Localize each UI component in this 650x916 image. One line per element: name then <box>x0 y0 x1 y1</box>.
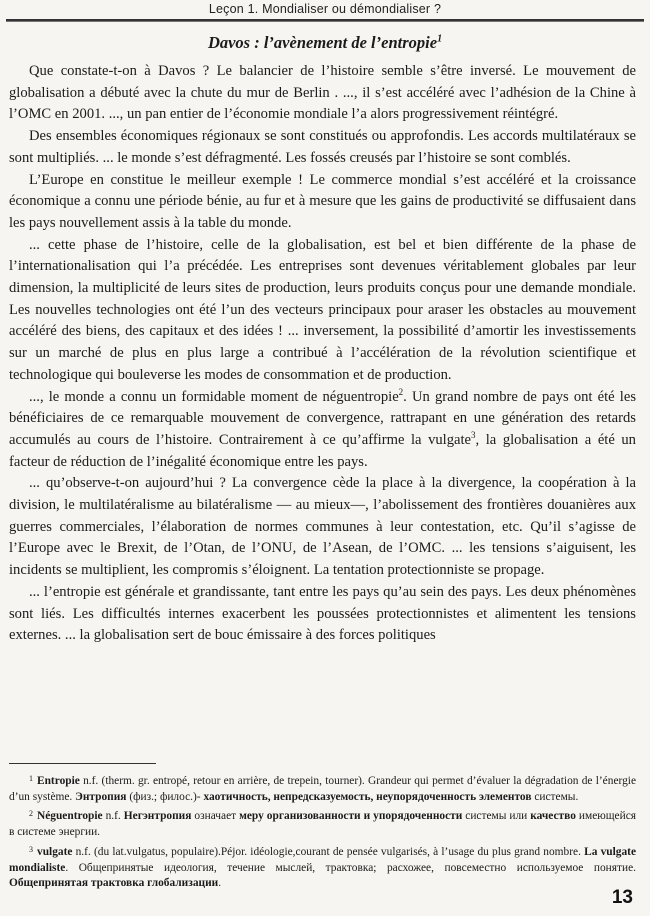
paragraph: ... cette phase de l’histoire, celle de la globalisation, est bel et bien différente de la phase de l’internationalisation qui l’a précédée. Les entreprises sont devenues véritablement globales par leur dimension, la multiplicité de leurs sites de production, leurs produits conçus pour une demande mondiale. Les nouvelles technologies ont été l’un des vecteurs principaux pour araser les obstacles au mouvement accéléré des biens, des capitaux et des idées ! ... inversement, la possibilité d’amortir les investissements sur un marché de plus en plus large a contribué à l’accélération de la révolution scientifique et technologique qui bouleverse les modes de consommation et de production. <box>9 236 636 383</box>
footnote-2: $^2$ Néguentropie n.f. Негэнтропия означает меру организованности и упорядоченности системы или качество имеющейся в системе энергии. <box>9 809 636 839</box>
footnote-ref-2: 2 <box>398 386 404 397</box>
page-number: 13 <box>611 887 633 908</box>
article-title <box>0 33 650 53</box>
footnote-1: $^1$ Entropie n.f. (therm. gr. entropé, retour en arrière, de trepein, tourner). Grandeur qui permet d’évaluer la dégradation de l’énergie d’un système. Энтропия (физ.; филос.)- хаотичность, непредсказуемость, неупорядоченность элементов системы. <box>9 774 636 803</box>
paragraph: ..., le monde a connu un formidable moment de néguentropie$^2$. Un grand nombre de pays ont été les bénéficiaires de ce remarquable mouvement de convergence, rattrapant en une génération des retards accumulés au cours de l’histoire. Contrairement à ce qu’affirme la vulgate$^3$, la globalisation a été un facteur de réduction de l’inégalité économique entre les pays. <box>9 386 636 470</box>
header-rule <box>6 19 644 22</box>
footnote-3: $^3$ vulgate n.f. (du lat.vulgatus, populaire).Péjor. idéologie,courant de pensée vulgarisés, à l’usage du plus grand nombre. La vulgate mondialiste. Общепринятые идеология, течение мыслей, трактовка; расхожее, повсеместно используемое понятие. Общепринятая трактовка глобализации. <box>9 844 637 890</box>
paragraph: ... qu’observe-t-on aujourd’hui ? La convergence cède la place à la divergence, la coopération à la division, le multilatéralisme au bilatéralisme — au mieux—, l’abolissement des frontières douanières aux guerres commerciales, l’élaboration de normes communes à leur contestation, etc. Qu’il s’agisse de l’Europe avec le Brexit, de l’Otan, de l’ONU, de l’Asean, de l’OMC. ... les tensions s’aiguisent, les incidents se multiplient, les compromis s’éloignent. La tentation protectionniste se propage. <box>9 475 636 579</box>
paragraph: Que constate-t-on à Davos ? Le balancier de l’histoire semble s’être inversé. Le mouvement de globalisation a débuté avec la chute du mur de Berlin . ..., il s’est accéléré avec l’adhésion de la Chine à l’OMC en 2001. ..., un pan entier de l’économie mondiale l’a alors progressivement réintégré. <box>9 63 636 123</box>
article-title-text: Davos : l’avènement de l’entropie <box>207 33 438 52</box>
footnote-separator <box>9 763 156 764</box>
footnotes <box>9 771 636 893</box>
article-body <box>9 61 636 647</box>
paragraph: ... l’entropie est générale et grandissante, tant entre les pays qu’au sein des pays. Les deux phénomènes sont liés. Les difficultés internes exacerbent les poussées protectionnistes et alimentent les tensions externes. ... la globalisation sert de bouc émissaire à des forces politiques <box>9 583 636 644</box>
paragraph: Des ensembles économiques régionaux se sont constitués ou approfondis. Les accords multilatéraux se sont multipliés. ... le monde s’est défragmenté. Les fossés creusés par l’histoire se sont comblés. <box>9 128 636 166</box>
footnote-ref-3: 3 <box>471 430 476 441</box>
running-header: Leçon 1. Mondialiser ou démondialiser ? <box>208 2 442 16</box>
paragraph: L’Europe en constitue le meilleur exemple ! Le commerce mondial s’est accéléré et la croissance économique a connu une période bénie, au fur et à mesure que les gains de productivité se diffusaient dans les pays nouvellement assis à la table du monde. <box>9 171 636 231</box>
title-footnote-ref: 1 <box>437 33 443 45</box>
